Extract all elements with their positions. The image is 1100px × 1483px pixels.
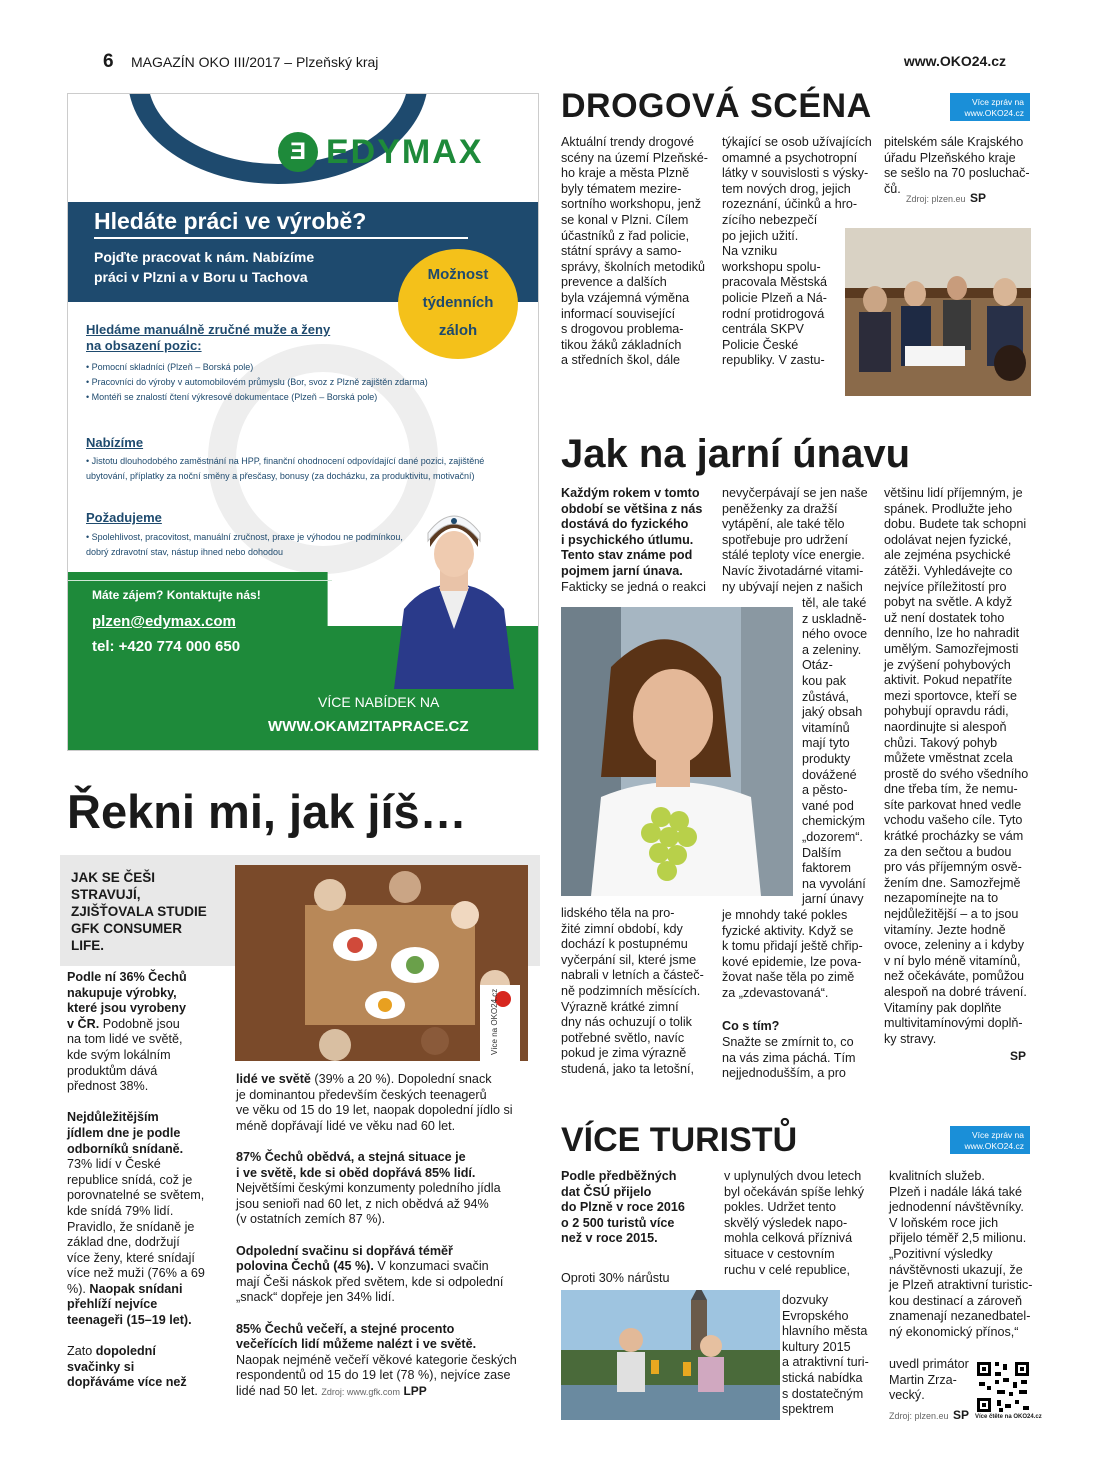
rekni-c1-b: 73% lidí v České republice snídá, což je porovnatelné se světem, kde snídá 79% lidí. Pravidlo, že snídaně je základ dne, dodržují více ženy, které snídají více než muži (76% a 69 %). [67, 1157, 205, 1296]
rekni-title: Řekni mi, jak jíš… [67, 785, 467, 838]
rekni-c2-p4-bold: 85% Čechů večeří, a stejné procento večeřících lidí můžeme nalézt i ve světě. [236, 1321, 477, 1352]
turist-signature: SP [953, 1408, 970, 1422]
jarni-col2-a: nevyčerpávají se jen naše peněženky za dražší vytápění, ale také tělo spotřebuje pro udržení stálé teploty více energie. Navíc životadárné vitami- ny ubývají nejen z našich [722, 486, 868, 594]
more-news-badge-2[interactable]: Více zpráv na www.OKO24.cz [950, 1126, 1030, 1154]
jarni-title: Jak na jarní únavu [561, 432, 911, 476]
family-dinner-photo [235, 865, 528, 1061]
turist-lead: Podle předběžných dat ČSÚ přijelo do Plzně v roce 2016 o 2 500 turistů více než v roce 2015. [561, 1169, 685, 1246]
ad-more-offers: VÍCE NABÍDEK NA [318, 694, 440, 710]
jarni-col2-d: Snažte se zmírnit to, co na vás zima páchá. Tím nejjednodušším, a pro [722, 1035, 856, 1081]
ad-headline-underline [94, 237, 468, 239]
ad-section-positions-title: Hledáme manuálně zručné muže a ženy na obsazení pozic: [86, 322, 331, 353]
jarni-col2-c: je mnohdy také pokles fyzické aktivity. Když se k tomu přidají ještě chřip- kové epidemie, lze pova- žovat naše těla po zimě za „zdevastovaná“. [722, 908, 863, 1000]
rekni-c1-bold: Podle ní 36% Čechů nakupuje výrobky, které jsou vyrobeny v ČR. [67, 970, 187, 1031]
rekni-c2-p3: V konzumaci svačin mají Češi náskok před světem, kde si odpolední „snack“ dopřeje jen 34% lidí. [236, 1259, 504, 1305]
drog-col1: Aktuální trendy drogové scény na území Plzeňské- ho kraje a města Plzně byly tématem mezire- sortního workshopu, jenž se konal v Plzni. Cílem účastníků z řad policie, státní správy a samo- správy, školních metodiků prevence a dalších byla vzájemná výměna informací související s drogovou problema- tikou žáků základních a středních škol, dále [561, 135, 708, 368]
drog-title: DROGOVÁ SCÉNA [561, 87, 872, 125]
jarni-signature: SP [1010, 1049, 1027, 1063]
magazine-issue: MAGAZÍN OKO III/2017 – Plzeňský kraj [131, 54, 379, 70]
workshop-photo [845, 228, 1031, 396]
rekni-c1-bold2: Nejdůležitějším jídlem dne je podle odborníků snídaně. [67, 1110, 184, 1156]
ad-url-link[interactable]: WWW.OKAMZITAPRACE.CZ [268, 718, 469, 735]
turist-source-line [889, 1406, 969, 1424]
jarni-col2-b: těl, ale také z uskladně- ného ovoce a zeleniny. Otáz- kou pak zůstává, jaký obsah vitamínů mají tyto produkty dovážené a pěsto- vané pod chemickým „dozorem“. Dalším faktorem na vyvolání jarní únavy [802, 596, 868, 907]
drog-source-line [906, 189, 986, 207]
ad-email-link[interactable]: plzen@edymax.com [92, 613, 236, 630]
woman-grapes-photo [561, 607, 793, 896]
jarni-col2-heading: Co s tím? [722, 1019, 780, 1033]
ad-section-offer-list: • Jistotu dlouhodobého zaměstnání na HPP, finanční ohodnocení odpovídající dané pozici, zajištěné ubytování, příplatky za noční směny a přesčasy, bonusy (za docházku, za produktivitu, motivační) [86, 456, 485, 481]
ad-section-require-title: Požadujeme [86, 510, 162, 525]
site-url[interactable]: www.OKO24.cz [903, 53, 1006, 69]
rekni-col2 [236, 1072, 541, 1400]
edymax-logo-icon: Ǝ [278, 132, 318, 172]
drog-signature: SP [970, 191, 987, 205]
rekni-c1-bold4: dopolední svačinky si dopřáváme více než [67, 1344, 187, 1390]
rekni-c2-p2: Největšími českými konzumenty poledního jídla jsou senioři nad 60 let, z nich obědvá až 94% (v ostatních zemích 87 %). [236, 1181, 501, 1227]
turist-col2-a: v uplynulých dvou letech byl očekáván spíše lehký pokles. Udržet tento skvělý výsledek napo- mohla celková příznivá situace v cestovním ruchu v celé republice, [724, 1169, 865, 1277]
ad-section-positions-list: • Pomocní skladníci (Plzeň – Borská pole) • Pracovníci do výroby v automobilovém průmyslu (Bor, svoz z Plzně zajištěn zdarma) • Montéři se znalostí čtení výkresové dokumentace (Plzeň – Borská pole) [86, 362, 428, 402]
jarni-lead: Každým rokem v tomto období se většina z nás dostává do fyzického i psychického útlumu. Tento stav známe pod pojmem jarní únava. [561, 486, 703, 578]
turist-source: Zdroj: plzen.eu [889, 1411, 949, 1421]
worker-woman-photo [384, 499, 524, 689]
ad-headline: Hledáte práci ve výrobě? [94, 208, 367, 234]
rekni-source: Zdroj: www.gfk.com [321, 1386, 400, 1397]
turist-col1-sub: Oproti 30% nárůstu [561, 1271, 670, 1285]
rekni-signature: LPP [403, 1383, 427, 1398]
edymax-logo-text: EDYMAX [326, 132, 484, 171]
drog-col3: pitelském sále Krajského úřadu Plzeňského kraje se sešlo na 70 posluchač- čů. [884, 135, 1030, 196]
edymax-logo [278, 132, 483, 172]
rekni-c1-a: Podobně jsou na tom lidé ve světě, kde svým lokálním produktům dává přednost 38%. [67, 1016, 183, 1094]
turist-col2-b: dozvuky Evropského hlavního města kultury 2015 a atraktivní turi- stická nabídka s dostatečným spektrem [782, 1293, 869, 1417]
rekni-c2-p1: (39% a 20 %). Dopolední snack je dominantou především českých teenagerů ve věku od 15 do 19 let, naopak dopolední jídlo si méně dopřávají lidé ve věku nad 60 let. [236, 1072, 513, 1133]
ad-badge-circle: Možnost týdenních záloh [398, 249, 518, 359]
ad-subheadline: Pojďte pracovat k nám. Nabízíme práci v Plzni a v Boru u Tachova [94, 249, 315, 285]
page-number: 6 [103, 51, 114, 72]
qr-caption: Více čtěte na OKO24.cz [975, 1414, 1042, 1420]
tourists-photo [561, 1290, 780, 1420]
rekni-intro: JAK SE ČEŠI STRAVUJÍ, ZJIŠŤOVALA STUDIE GFK CONSUMER LIFE. [71, 870, 207, 953]
rekni-c2-p2-bold: 87% Čechů obědvá, a stejná situace je i ve světě, kde si oběd dopřává 85% lidí. [236, 1149, 476, 1180]
turist-col3: kvalitních služeb. Plzeň i nadále láká také jednodenní návštěvníky. V loňském roce jich přijelo téměř 2,5 milionu. „Pozitivní výsledky návštěvnosti ukazují, že je Plzeň atraktivní turistic- kou destinací a zároveň znamenají nezanedbatel- ný ekonomický přínos,“ [889, 1169, 1033, 1339]
jarni-col3: většinu lidí příjemným, je spánek. Prodlužte jeho dobu. Budete tak schopni odolávat nejen fyzické, ale zejména psychické zátěži. Vyhledávejte co nejvíce příležitostí pro pobyt na světle. A když už není dostatek toho denního, lze ho nahradit umělým. Samozřejmosti je zvýšení pohybových aktivit. Pokud nepatříte mezi sportovce, kteří se pohybují opravdu rádi, naordinujte si alespoň chůzi. Takový pohyb můžete vměstnat zcela prostě do svého všedního dne třeba tím, že nemu- síte parkovat hned vedle vchodu vašeho cíle. Tyto krátké procházky se vám za den sečtou a budou pro vás příjemným osvě- žením dne. Samozřejmě nezapomínejte na to nejdůležitější – a to jsou vitamíny. Jezte hodně ovoce, zeleniny a i kdyby v ní bylo méně vitamínů, než očekáváte, pomůžou alespoň na dobré trávení. Vitamíny pak doplňte multivitamínovými doplň- ky stravy. [884, 486, 1029, 1046]
ad-cta: Máte zájem? Kontaktujte nás! [92, 588, 261, 602]
more-news-badge[interactable]: Více zpráv na www.OKO24.cz [950, 93, 1030, 121]
turist-title: VÍCE TURISTŮ [561, 1121, 798, 1159]
drog-col2: týkající se osob užívajících omamné a psychotropní látky v souvislosti s výsky- tem nových drog, jejich rozeznání, účinků a hro- zícího nebezpečí po jejich užití. Na vzniku workshopu spolu- pracovala Městská policie Plzeň a Ná- rodní protidrogová centrála SKPV Policie České republiky. V zastu- [722, 135, 872, 368]
rekni-c1-c: Zato [67, 1344, 96, 1359]
qr-code-icon[interactable] [975, 1360, 1031, 1414]
ad-section-require-list: • Spolehlivost, pracovitost, manuální zručnost, praxe je výhodou ne podmínkou, dobrý zdravotní stav, nástup ihned nebo dohodou [86, 532, 403, 557]
jarni-col1-b: lidského těla na pro- žité zimní období, kdy dochází k postupnému vyčerpání sil, které jsme nabrali v letních a částeč- ně podzimních měsících. Výrazně krátké zimní dny nás ochuzují o tolik potřebné světlo, navíc pokud je zima výrazně studená, jako ta letošní, [561, 906, 704, 1076]
jarni-col1-a: Fakticky se jedná o reakci [561, 580, 706, 594]
edymax-advertisement[interactable] [67, 93, 539, 751]
turist-col3-b: uvedl primátor Martin Zrza- vecký. [889, 1357, 969, 1403]
ad-section-offer-title: Nabízíme [86, 435, 144, 450]
rekni-c2-p4: Naopak nejméně večeří věkové kategorie českých respondentů od 15 do 19 let (78 %), nejvíce zase lidé nad 50 let. [236, 1352, 517, 1398]
ad-phone[interactable]: tel: +420 774 000 650 [92, 638, 241, 655]
ad-divider [68, 580, 332, 581]
photo-caption: Více na OKO24.cz [490, 988, 499, 1055]
drog-source: Zdroj: plzen.eu [906, 194, 966, 204]
rekni-col1 [67, 970, 232, 1391]
rekni-c1-bold3: Naopak snídani přehlíží nejvíce teenageři (15–19 let). [67, 1281, 192, 1328]
rekni-c2-p3-bold: Odpolední svačinu si dopřává téměř polovina Čechů (45 %). [236, 1243, 453, 1274]
rekni-c2-p1-bold: lidé ve světě [236, 1072, 311, 1086]
